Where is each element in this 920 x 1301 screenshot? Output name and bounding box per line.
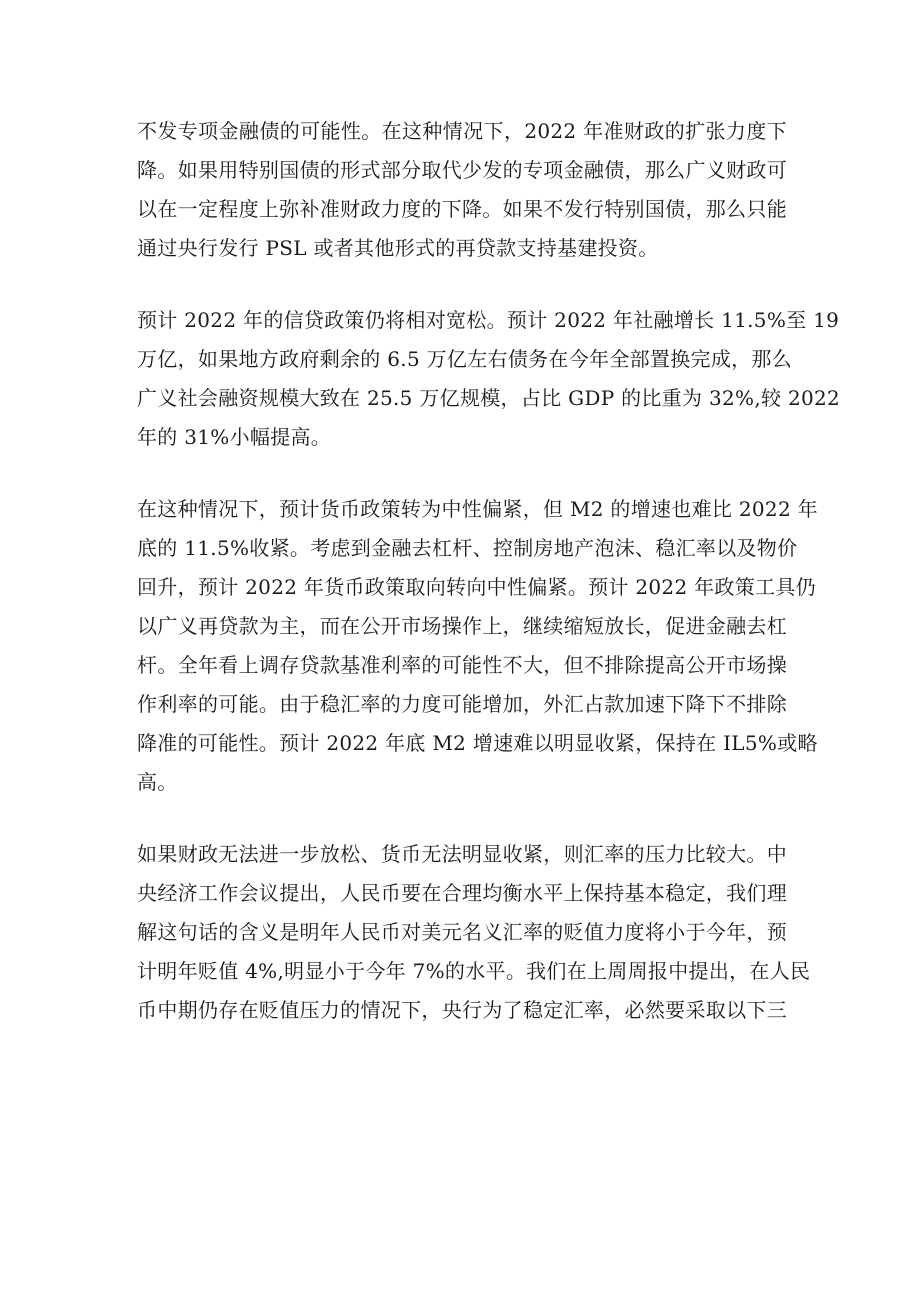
text-line: 以在一定程度上弥补准财政力度的下降。如果不发行特别国债，那么只能 xyxy=(137,197,787,221)
paragraph-credit-policy xyxy=(137,301,841,457)
text-line: 底的 11.5%收紧。考虑到金融去杠杆、控制房地产泡沫、稳汇率以及物价 xyxy=(137,536,798,560)
document-body xyxy=(137,112,841,1063)
text-line: 预计 2022 年的信贷政策仍将相对宽松。预计 2022 年社融增长 11.5%至 19 xyxy=(137,308,840,332)
text-line: 万亿，如果地方政府剩余的 6.5 万亿左右债务在今年全部置换完成，那么 xyxy=(137,347,793,371)
text-line: 年的 31%小幅提高。 xyxy=(137,425,332,449)
text-line: 不发专项金融债的可能性。在这种情况下，2022 年准财政的扩张力度下 xyxy=(137,119,787,143)
text-line: 广义社会融资规模大致在 25.5 万亿规模，占比 GDP 的比重为 32%,较 2022 xyxy=(137,386,841,410)
paragraph-monetary-policy xyxy=(137,490,818,802)
text-line: 杆。全年看上调存贷款基准利率的可能性不大，但不排除提高公开市场操 xyxy=(137,653,787,677)
text-line: 高。 xyxy=(137,770,178,794)
text-line: 解这句话的含义是明年人民币对美元名义汇率的贬值力度将小于今年，预 xyxy=(137,920,787,944)
text-line: 计明年贬值 4%,明显小于今年 7%的水平。我们在上周周报中提出，在人民 xyxy=(137,959,811,983)
text-line: 以广义再贷款为主，而在公开市场操作上，继续缩短放长，促进金融去杠 xyxy=(137,614,787,638)
text-line: 降准的可能性。预计 2022 年底 M2 增速难以明显收紧，保持在 IL5%或略 xyxy=(137,731,818,755)
text-line: 央经济工作会议提出，人民币要在合理均衡水平上保持基本稳定，我们理 xyxy=(137,881,787,905)
text-line: 回升，预计 2022 年货币政策取向转向中性偏紧。预计 2022 年政策工具仍 xyxy=(137,575,816,599)
text-line: 通过央行发行 PSL 或者其他形式的再贷款支持基建投资。 xyxy=(137,236,659,260)
text-line: 作利率的可能。由于稳汇率的力度可能增加，外汇占款加速下降下不排除 xyxy=(137,692,787,716)
text-line: 降。如果用特别国债的形式部分取代少发的专项金融债，那么广义财政可 xyxy=(137,158,787,182)
text-line: 在这种情况下，预计货币政策转为中性偏紧，但 M2 的增速也难比 2022 年 xyxy=(137,497,818,521)
paragraph-quasi-fiscal xyxy=(137,112,787,268)
text-line: 如果财政无法进一步放松、货币无法明显收紧，则汇率的压力比较大。中 xyxy=(137,842,787,866)
text-line: 币中期仍存在贬值压力的情况下，央行为了稳定汇率，必然要采取以下三 xyxy=(137,998,787,1022)
paragraph-exchange-rate xyxy=(137,835,811,1030)
